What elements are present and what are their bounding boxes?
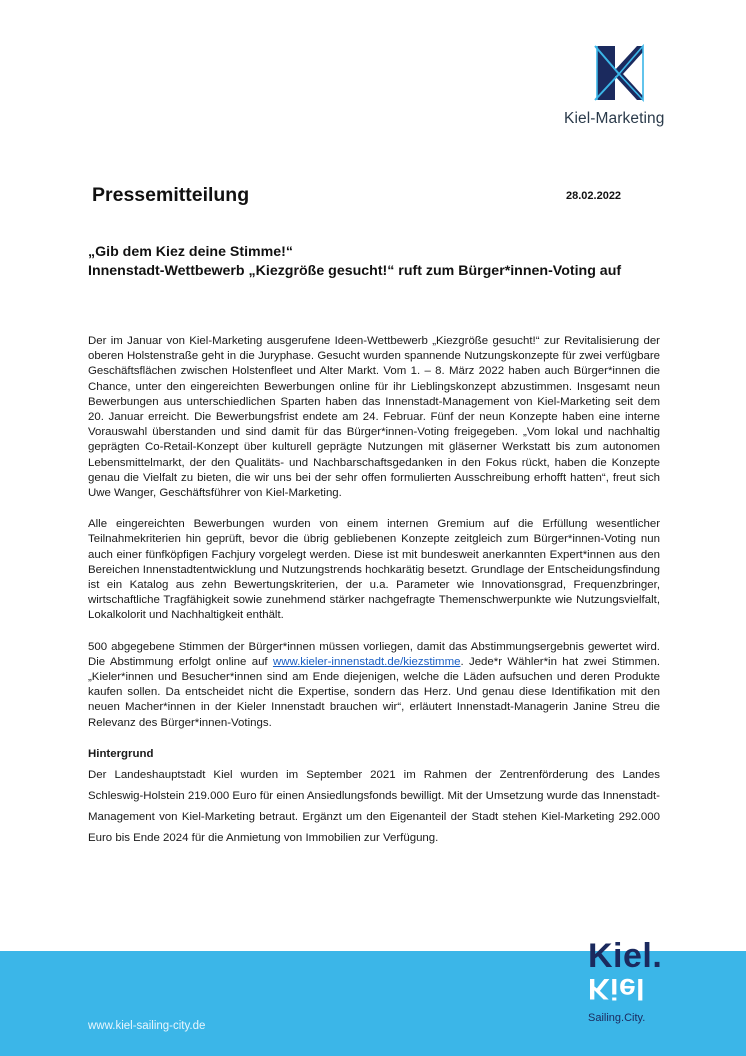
kiel-marketing-logo — [564, 44, 684, 128]
document-date: 28.02.2022 — [566, 190, 622, 202]
headline — [88, 243, 668, 280]
headline-line-1: „Gib dem Kiez deine Stimme!“ — [88, 244, 293, 260]
kiel-logo-word: Kiel. — [588, 937, 663, 975]
paragraph-3-end: . Jede*r Wähler*in hat zwei Stimmen. „Kieler*innen und Besucher*innen sind am Ende diejenigen, welche die Läden aufsuchen und deren Produkte kaufen sollen. Da entscheidet nicht die Expertise, sondern das Herz. Und genau diese Identifikation mit den neuen Macher*innen in der Kieler Innenstadt brauchen wir“, erläutert Innenstadt-Managerin Janine Streu die Relevanz des Bürger*innen-Votings. — [88, 655, 660, 729]
kiel-logo-mirror: Kiel — [588, 972, 646, 1005]
kiel-sailing-city-logo — [588, 937, 688, 1024]
paragraph-1: Der im Januar von Kiel-Marketing ausgerufene Ideen-Wettbewerb „Kiezgröße gesucht!“ zur Revitalisierung der oberen Holstenstraße geht in die Juryphase. Gesucht wurden spannende Nutzungskonzepte für zwei verfügbare Geschäftsflächen zwischen Holstenfleet und Alter Markt. Vom 1. – 8. März 2022 haben auch Bürger*innen die Chance, unter den eingereichten Bewerbungen online für ihr Lieblingskonzept abzustimmen. Insgesamt neun Bewerbungen aus unterschiedlichen Sparten haben das Innenstadt-Management von Kiel-Marketing seit dem 20. Januar erreicht. Die Bewerbungsfrist endete am 24. Februar. Fünf der neun Konzepte haben eine interne Vorauswahl überstanden und sind damit für das Bürger*innen-Voting freigegeben. „Vom lokal und nachhaltig geprägten Co-Retail-Konzept über kulturell geprägte Nutzungen mit gläserner Werkstatt bis zum autonomen Lebensmittelmarkt, der den Qualitäts- und Nachbarschaftsgedanken in den Fokus rückt, haben die Konzepte genau die Vielfalt zu bieten, die wir uns bei der sehr offen formulierten Ausschreibung erhofft hatten“, freut sich Uwe Wanger, Geschäftsführer von Kiel-Marketing. — [88, 335, 660, 500]
paragraph-2: Alle eingereichten Bewerbungen wurden von einem internen Gremium auf die Erfüllung wesentlicher Teilnahmekriterien hin geprüft, bevor die übrig gebliebenen Konzepte zeitgleich zum Bürger*innen-Voting nun auch einer fünfköpfigen Fachjury vorgelegt werden. Diese ist mit bundesweit anerkannten Expert*innen aus den Bereichen Innenstadtentwicklung und Nutzungstrends hochkarätig besetzt. Grundlage der Entscheidungsfindung ist ein Katalog aus zehn Bewertungskriterien, der u.a. Parameter wie Innovationsgrad, Frequenzbringer, wirtschaftliche Tragfähigkeit sowie zunehmend stärker nachgefragte Themenschwerpunkte wie Nutzungsvielfalt, Lokalkolorit und Nachhaltigkeit enthält. — [88, 518, 660, 622]
kiel-slogan: Sailing.City. — [588, 1012, 646, 1024]
paragraph-3-start: 500 abgegebene Stimmen der Bürger*innen müssen vorliegen, damit das Abstimmungsergebnis gewertet wird. Die Abstimmung erfolgt online auf — [88, 640, 660, 668]
document-type: Pressemitteilung — [92, 184, 250, 206]
voting-link[interactable]: www.kieler-innenstadt.de/kiezstimme — [272, 655, 461, 668]
kiel-marketing-k-icon — [593, 44, 645, 102]
background-text: Der Landeshauptstadt Kiel wurden im September 2021 im Rahmen der Zentrenförderung des Landes Schleswig-Holstein 219.000 Euro für einen Ansiedlungsfonds bewilligt. Mit der Umsetzung wurde das Innenstadt-Management von Kiel-Marketing betraut. Ergänzt um den Eigenanteil der Stadt stehen Kiel-Marketing 292.000 Euro bis Ende 2024 für die Anmietung von Immobilien zur Verfügung. — [88, 769, 660, 845]
brand-name: Kiel-Marketing — [564, 110, 665, 127]
footer-url[interactable]: www.kiel-sailing-city.de — [88, 1020, 206, 1032]
background-heading: Hintergrund — [88, 747, 154, 760]
headline-line-2: Innenstadt-Wettbewerb „Kiezgröße gesucht!“ ruft zum Bürger*innen-Voting auf — [88, 262, 622, 279]
paragraph-3 — [88, 640, 660, 731]
body-text — [88, 334, 660, 865]
